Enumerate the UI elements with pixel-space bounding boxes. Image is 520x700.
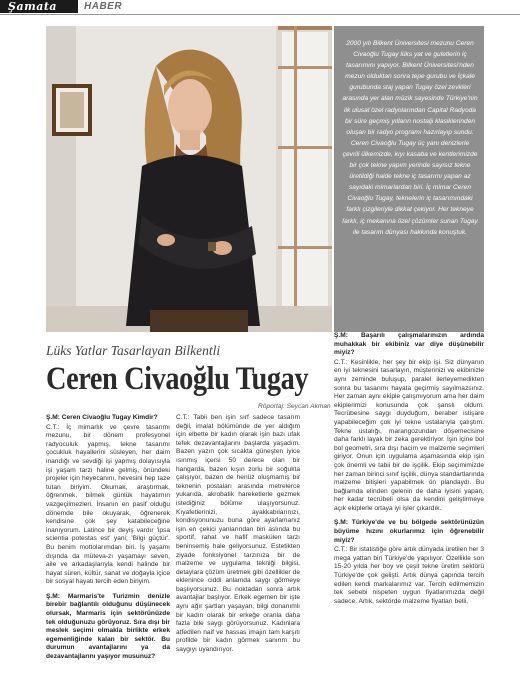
portrait-photo — [46, 26, 332, 332]
question-2: Ş.M: Marmaris'te Turizmin denizle birebir bağlantılı olduğunu düşünecek olursak, Marmaris için sektörünüzde tek olduğunuzu görüyoruz. Sıra dışı bir meslek seçimi olmakla birlikte erkek egemenliğinde kalan bir sektör. Bu durumun avantajlarını ya da dezavantajlarını yaşıyor musunuz? — [46, 592, 170, 661]
magazine-logo: Şamata — [0, 0, 78, 13]
answer-4: C.T.: Bir istatistiğe göre artık dünyada üretilen her 3 mega yattan biri Türkiye'de yapılıyor. Özellikle son 15-20 yılda her boy ve çeşit tekne üretim sektörü Türkiye'de çok gelişti. Artık dünya çapında tercih edilen kendi markalarımız var. Tercih edilmemizin tek sebebi nispeten uygun fiyatlarımızda değil sadece. Artık, sektörde malzeme fiyatları belli, — [334, 546, 484, 605]
article-column-1 — [46, 414, 170, 663]
article-column-3 — [334, 332, 484, 612]
answer-3: C.T.: Kesinlikle, her şey bir ekip işi. Siz dünyanın en iyi teknesini tasarlayın, müşterinizi ve ekibinizle aynı zeminde buluşup, paralel ilerleyemedikten sonra bu tasarımı hayata geçirmiş sayılmazsınız. Her zaman aynı ekiple çalışmıyorum ama her daim ekiplerimizi konusunda çok şanslı oldum. Tecrübesine saygı duyduğum, beraber istişare yapabileceğim çok iyi tekne ustalarıyla çalıştım. Tekne ustalığı, marangozundan döşemecisine daha farklı layak bir zeka gerektiriyor. İşin içine bol bol geometri, sıra dışı hacim ve malzeme seçimleri giriyor. Onun için uygulama aşamasında ekip işin çok önemli ve tabii bir de işçilik. Ekip seçimimizde her zaman birinci sınıf işçilik, dünya standartlarında malzeme bitişleri yapabilmek ön plandaydı. Bu bağlamda elinden gelenin de daha iyisini yapan, her kadar tecrübeli olsa da kendini geliştirmeye açık ekiplerle ortaya iyi işler çıkardık. — [334, 358, 484, 512]
question-3: Ş.M: Başarılı çalışmalarınızın ardında muhakkak bir ekibiniz var diye düşünebilir miyiz? — [334, 332, 484, 357]
portrait-illustration — [46, 26, 332, 332]
article-headline: Ceren Civaoğlu Tugay — [46, 361, 309, 397]
question-4: Ş.M: Türkiye'de ve bu bölgede sektörünüzün büyüme hızını okurlarımız için öğrenebilir miyiz? — [334, 519, 484, 544]
intro-text: 2000 yılı Bilkent Üniversitesi mezunu Ceren Civaoğlu Tugay lüks yat ve guletlerin iç tasarımını yapıyor. Bilkent Üniversitesi'nden mezun olduktan sonra tepe gurubu ve İçkale gurubunda staj yapan Tugay özel zevkleri arasında yer alan müzik sayesinde Türkiye'nin ilk ulusal özel radyolarından Capital Radyoda bir süre geçmiş yılların nostalji klasiklerinden oluşan bir radyo programı hazırlayıp sundu. Ceren Civaoğlu Tugay üç yanı denizlerle çevrili ülkemizde, kıyı kasaba ve kentlerimizde bir çok tekne yapım yerinde sayısız tekne üretildiği halde tekne iç tasarımı yapan az sayıdaki mimarlardan biri. İç mimar Ceren Civaoğlu Tugay, teknelerin iç tasarımındaki farklı çizgileriyle dikkat çekiyor. Her tekneye farklı, iç mekanına özel çözümler sunan Tugay ile tasarım dünyası hakkında konuştuk. — [342, 40, 478, 236]
page-header — [0, 0, 520, 14]
answer-1: C.T.: İç mimarlık ve çevre tasarımı mezunu, bir dönem profesyonel radyoculuk yapmış, tekne tasarımı çocukluk hayallerini süsleyen, her daim inandığı ve sevdiği işi yapmış dolayısıyla işi yaşam tarzı haline gelmiş, önündeki projeler için heyecanını, hevesini hep taze tutan biriyim. Okumak, araştırmak, öğrenmek, bilmek günlük hayatımın vazgeçilmezleri. İnsanın en pasif olduğu dönemde bile okuyarak, öğrenerek kendisine çok şey katabileceğine inanıyorum. Latince bir deyiş vardır 'ipsa scientia potestas est' yani; 'Bilgi güçtür'. Bu benim mottolarımdan biri. İş yaşamı dışında da müteva-zı yaşamayı seven, aile ve arkadaşlarıyla kendi halinde bir hayat süren, kültür, sanat ve doğayla içice bir sosyal hayatı tercih eden biriyim. — [46, 423, 170, 586]
answer-2: C.T.: Tabii ben işin sırf sadece tasarım değil, imalat bölümünde de yer aldığım için elbette bir kadın olarak işin bazı ufak tefek dezavantajlarını başlarda yaşadım. Bazen yazın çok sıcakta güneşten iyice ısınmış içersi 50 derece olan bir hangarda, bazen kışın zorlu bir soğukta çalışıyor, bazen de henüz oluşmamış bir teknenin postaları arasında metrelerce yukarıda, akrobatik hareketlerle gezmek istediğiniz bölüme ulaşıyorsunuz. Kıyafetlerinizi, ayakkabılarınızı, kondisyonunuzu buna göre ayarlamanız işin en çekici yanlarından biri aslında bu sportif, rahat ve hafif maskülen tarzı beninsemiş hale geliyorsunuz. Estetikten ziyade fonksiyonel tarzınıza bir de malzeme ve uygulama tekniği bilgisi, detaylara çözüm üretmek gibi özellikler de eklenince ciddi anlamda saygı görmeye başlıyorsunuz. Bu noktadan sonra artık avantajlar başlıyor. Erkek egemen bir işte aynı ağır şartları yaşayan, bilgi donanımlı bir kadın olarak bir erkeğe oranla daha fazla bile saygı görüyorsunuz. Kadınlara atfedilen naif ve hassas imajın tam karşıtı profilde bir kadın görmek sanırım bu saygıyı uyandırıyor. — [176, 414, 300, 654]
article-kicker: Lüks Yatlar Tasarlayan Bilkentli — [46, 343, 221, 358]
article-byline: Röportaj: Seycan Akman — [258, 403, 331, 410]
article-column-2 — [176, 414, 300, 661]
intro-sidebar — [334, 26, 484, 332]
header-divider — [0, 14, 520, 15]
question-1: Ş.M: Ceren Civaoğlu Tugay Kimdir? — [46, 414, 158, 421]
section-label: HABER — [84, 1, 123, 12]
